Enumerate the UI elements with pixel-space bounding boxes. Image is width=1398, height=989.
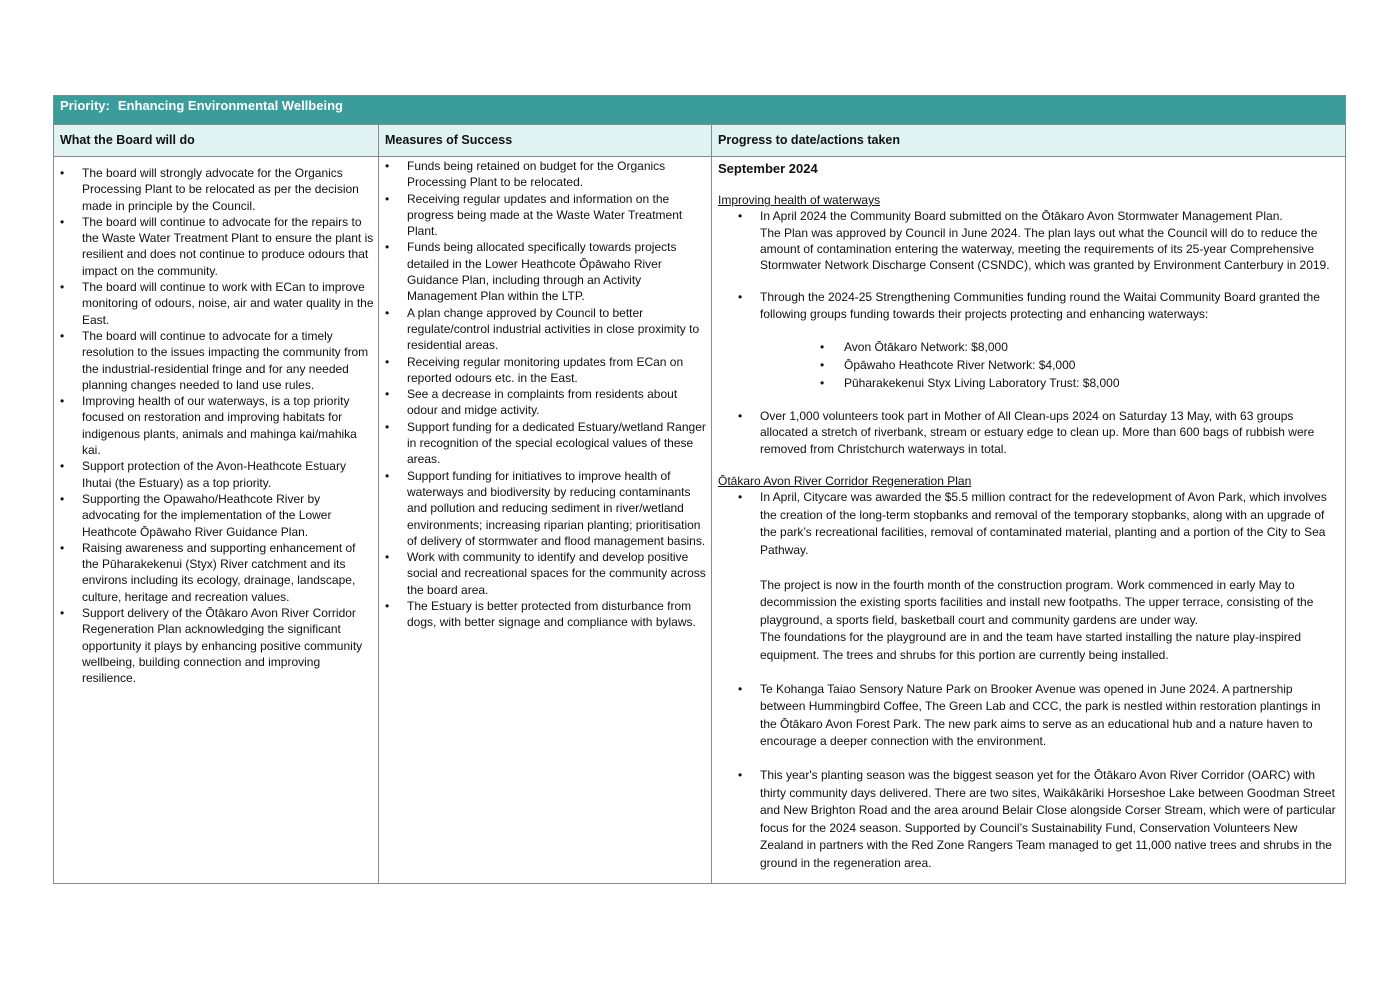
list-item: • A plan change approved by Council to better regulate/control industrial activities in close proximity to residential areas. [379,305,708,354]
playground-text: The foundations for the playground are in and the team have started installing the nature play-inspired equipment. The trees and shrubs for this portion are currently being installed. [760,630,1302,663]
list-item: • Funds being retained on budget for the Organics Processing Plant to be relocated. [379,158,708,191]
measures-cell [379,157,712,883]
construction-progress-text: The project is now in the fourth month of the construction program. Work commenced in early May to decommission the existing sports facilities and install new footpaths. The upper terrace, consisting of the playground, a sports field, basketball court and community gardens are under way. [760,577,1314,627]
measures-list [379,157,711,631]
grant-item: • Avon Ōtākaro Network: $8,000 [802,338,1339,356]
list-item: • See a decrease in complaints from residents about odour and midge activity. [379,386,708,419]
progress-month: September 2024 [718,161,818,176]
list-item: • Raising awareness and supporting enhancement of the Pūharakekenui (Styx) River catchment and its environs including its ecology, drainage, landscape, culture, heritage and recreation values. [54,540,374,605]
column-header-row [54,125,1345,157]
grant-item: • Pūharakekenui Styx Living Laboratory Trust: $8,000 [802,374,1339,392]
list-item: • Over 1,000 volunteers took part in Mother of All Clean-ups 2024 on Saturday 13 May, with 63 groups allocated a stretch of riverbank, stream or estuary edge to clean up. More than 600 bags of rubbish were removed from Christchurch waterways in total. [718,408,1339,457]
list-item [718,208,1339,273]
list-item [718,489,1339,664]
list-item: • Te Kohanga Taiao Sensory Nature Park on Brooker Avenue was opened in June 2024. A partnership between Hummingbird Coffee, The Green Lab and CCC, the park is nestled within restoration plantings in the Ōtākaro Avon Forest Park. The new park aims to serve as an educational hub and a nature haven to encourage a deeper connection with the environment. [718,681,1339,751]
list-item: • Supporting the Opawaho/Heathcote River by advocating for the implementation of the Lower Heathcote Ōpāwaho River Guidance Plan. [54,491,374,540]
col-header-progress: Progress to date/actions taken [718,133,901,147]
priority-title: Enhancing Environmental Wellbeing [117,98,343,113]
list-item: • Improving health of our waterways, is a top priority focused on restoration and improving habitats for indigenous plants, animals and mahinga kai/mahika kai. [54,393,374,458]
list-item: • Work with community to identify and develop positive social and recreational spaces for the community across the board area. [379,549,708,598]
list-item: • Funds being allocated specifically towards projects detailed in the Lower Heathcote Ōpāwaho River Guidance Plan, including through an Activity Management Plan within the LTP. [379,239,708,304]
waterways-list [718,208,1339,457]
grants-list [760,338,1339,392]
section-heading-river-corridor: Ōtākaro Avon River Corridor Regeneration Plan [718,473,972,488]
board-actions-cell [54,157,379,883]
list-item: • The board will continue to work with ECan to improve monitoring of odours, noise, air and water quality in the East. [54,279,374,328]
stormwater-approval-text: The Plan was approved by Council in June 2024. The plan lays out what the Council will do to reduce the amount of contamination entering the waterway, meeting the requirements of its 25-year Comprehensive Stormwater Network Discharge Consent (CSNDC), which was granted by Environment Canterbury in 2019. [760,225,1330,273]
citycare-contract-text: • In April, Citycare was awarded the $5.5 million contract for the redevelopment of Avon Park, which involves the creation of the long-term stopbanks and removal of the temporary stopbanks, along with an upgrade of the park’s recreational facilities, removal of contaminated material, planting and a portion of the City to Sea Pathway. [760,490,1327,558]
list-item [718,289,1339,392]
list-item: • Support protection of the Avon-Heathcote Estuary Ihutai (the Estuary) as a top priority. [54,458,374,491]
list-item: • Receiving regular updates and information on the progress being made at the Waste Water Treatment Plant. [379,191,708,240]
list-item: • The board will strongly advocate for the Organics Processing Plant to be relocated as per the decision made in principle by the Council. [54,165,374,214]
priority-banner [54,96,1345,125]
grant-item: • Ōpāwaho Heathcote River Network: $4,000 [802,356,1339,374]
list-item: • The board will continue to advocate for a timely resolution to the issues impacting the community from the industrial-residential fringe and for any needed planning changes needed to land use rules. [54,328,374,393]
board-actions-list [54,157,378,687]
list-item: • Receiving regular monitoring updates from ECan on reported odours etc. in the East. [379,354,708,387]
stormwater-plan-text: • In April 2024 the Community Board submitted on the Ōtākaro Avon Stormwater Management Plan. [760,209,1283,224]
list-item: • This year's planting season was the biggest season yet for the Ōtākaro Avon River Corridor (OARC) with thirty community days delivered. There are two sites, Waikākāriki Horseshoe Lake between Goodman Street and New Brighton Road and the area around Belair Close alongside Corser Stream, which were of particular focus for the 2024 season. Supported by Council’s Sustainability Fund, Conservation Volunteers New Zealand in partners with the Red Zone Rangers Team managed to get 11,000 native trees and shrubs in the ground in the regeneration area. [718,767,1339,873]
funding-round-text: Through the 2024-25 Strengthening Communities funding round the Waitai Community Board granted the following groups funding towards their projects protecting and enhancing waterways: [760,290,1320,321]
progress-cell [712,157,1345,883]
list-item: • Support delivery of the Ōtākaro Avon River Corridor Regeneration Plan acknowledging the significant opportunity it plays by enhancing positive community wellbeing, building connection and improving resilience. [54,605,374,686]
list-item: • Support funding for a dedicated Estuary/wetland Ranger in recognition of the special ecological values of these areas. [379,419,708,468]
list-item: • The Estuary is better protected from disturbance from dogs, with better signage and compliance with bylaws. [379,598,708,631]
col-header-measures: Measures of Success [379,125,712,156]
list-item: • The board will continue to advocate for the repairs to the Waste Water Treatment Plant to ensure the plant is resilient and does not continue to produce odours that impact on the community. [54,214,374,279]
col-header-board-actions: What the Board will do [54,125,379,156]
section-heading-waterways: Improving health of waterways [718,193,881,207]
river-corridor-list [718,489,1339,872]
priority-label: Priority: [60,98,110,113]
priority-table [53,95,1346,884]
content-row [54,157,1345,883]
list-item: • Support funding for initiatives to improve health of waterways and biodiversity by reducing contaminants and pollution and reducing sediment in river/wetland environments; increasing riparian planting; prioritisation of delivery of stormwater and flood management basins. [379,468,708,549]
